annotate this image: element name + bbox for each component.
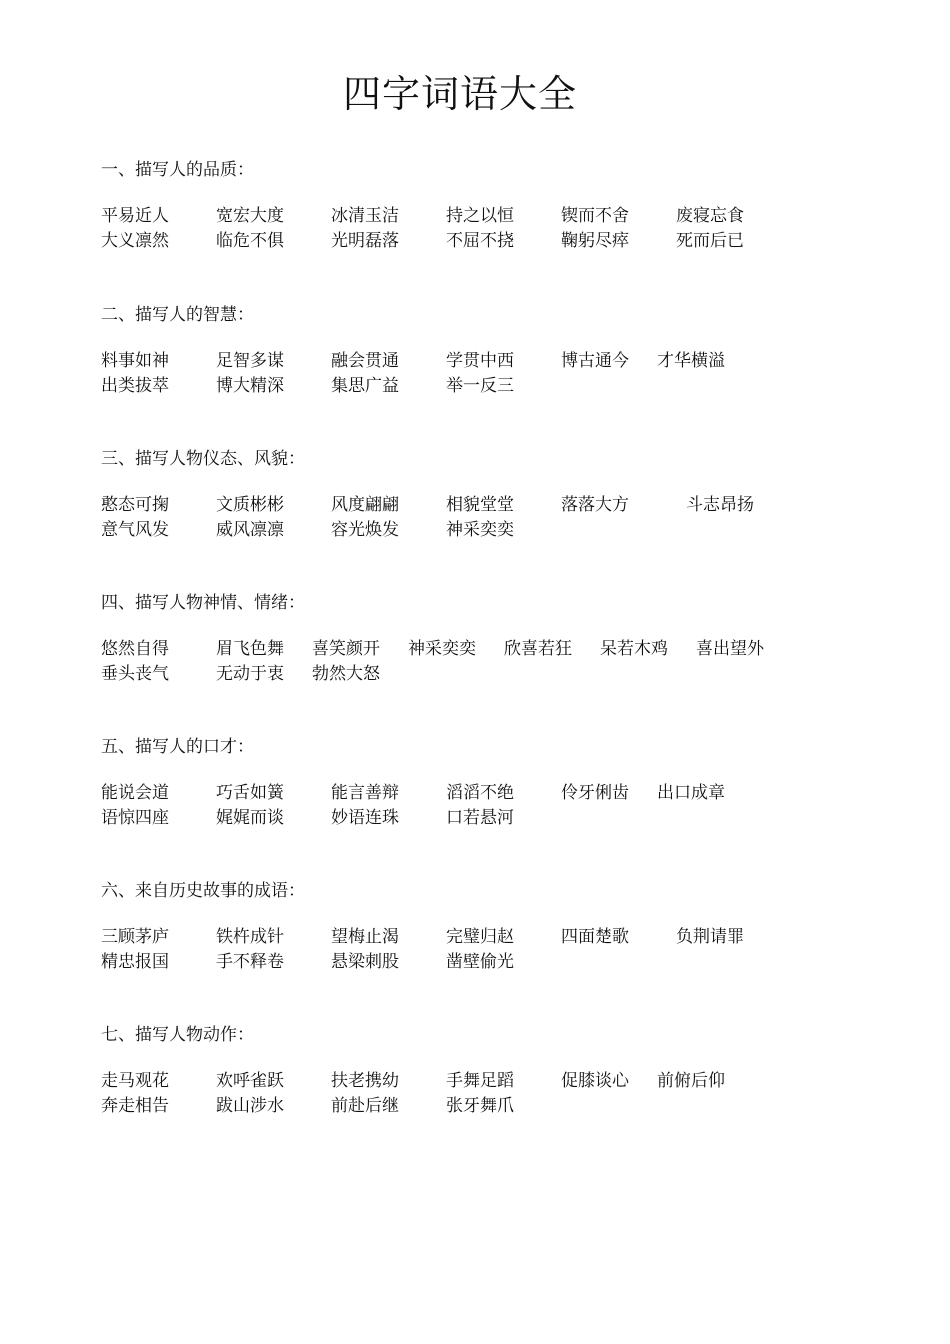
- idiom-word: 垂头丧气: [101, 664, 169, 684]
- idiom-word: 持之以恒: [446, 206, 514, 226]
- section-character-quality: [101, 158, 921, 254]
- idiom-word: 落落大方: [561, 495, 629, 515]
- idiom-word: 不屈不挠: [446, 231, 514, 251]
- section-heading: 一、描写人的品质：: [101, 160, 254, 180]
- idiom-word: 光明磊落: [331, 231, 399, 251]
- idiom-word: 语惊四座: [101, 808, 169, 828]
- idiom-word: 锲而不舍: [561, 206, 629, 226]
- idiom-row: [101, 637, 921, 662]
- idiom-word: 妙语连珠: [331, 808, 399, 828]
- idiom-word: 喜笑颜开: [312, 639, 380, 659]
- section-expression-emotion: [101, 591, 921, 687]
- section-character-wisdom: [101, 303, 921, 399]
- idiom-word: 手舞足蹈: [446, 1071, 514, 1091]
- idiom-list: [101, 781, 921, 831]
- idiom-word: 风度翩翩: [331, 495, 399, 515]
- idiom-word: 悬梁刺股: [331, 952, 399, 972]
- idiom-list: [101, 204, 921, 254]
- idiom-word: 凿壁偷光: [446, 952, 514, 972]
- idiom-word: 张牙舞爪: [446, 1096, 514, 1116]
- section-historical-idioms: [101, 879, 921, 975]
- idiom-row: [101, 1094, 921, 1119]
- idiom-word: 大义凛然: [101, 231, 169, 251]
- document-title: 四字词语大全: [342, 72, 577, 116]
- idiom-word: 无动于衷: [216, 664, 284, 684]
- idiom-word: 望梅止渴: [331, 927, 399, 947]
- idiom-word: 走马观花: [101, 1071, 169, 1091]
- idiom-word: 博大精深: [216, 376, 284, 396]
- section-heading: 五、描写人的口才：: [101, 737, 254, 757]
- idiom-list: [101, 493, 921, 543]
- idiom-word: 举一反三: [446, 376, 514, 396]
- idiom-word: 斗志昂扬: [686, 495, 754, 515]
- idiom-row: [101, 229, 921, 254]
- idiom-word: 才华横溢: [657, 351, 725, 371]
- idiom-word: 集思广益: [331, 376, 399, 396]
- idiom-word: 口若悬河: [446, 808, 514, 828]
- idiom-word: 四面楚歌: [561, 927, 629, 947]
- idiom-word: 欣喜若狂: [504, 639, 572, 659]
- section-heading: 三、描写人物仪态、风貌：: [101, 449, 305, 469]
- idiom-row: [101, 374, 921, 399]
- idiom-word: 前俯后仰: [657, 1071, 725, 1091]
- section-heading: 四、描写人物神情、情绪：: [101, 593, 305, 613]
- idiom-word: 欢呼雀跃: [216, 1071, 284, 1091]
- idiom-word: 平易近人: [101, 206, 169, 226]
- idiom-word: 三顾茅庐: [101, 927, 169, 947]
- section-appearance-demeanor: [101, 447, 921, 543]
- idiom-word: 意气风发: [101, 520, 169, 540]
- idiom-row: [101, 349, 921, 374]
- idiom-word: 勃然大怒: [312, 664, 380, 684]
- idiom-word: 鞠躬尽瘁: [561, 231, 629, 251]
- idiom-word: 眉飞色舞: [216, 639, 284, 659]
- idiom-word: 负荆请罪: [676, 927, 744, 947]
- idiom-row: [101, 781, 921, 806]
- idiom-word: 足智多谋: [216, 351, 284, 371]
- idiom-word: 出口成章: [657, 783, 725, 803]
- section-heading: 七、描写人物动作：: [101, 1025, 254, 1045]
- idiom-word: 相貌堂堂: [446, 495, 514, 515]
- idiom-word: 学贯中西: [446, 351, 514, 371]
- idiom-word: 前赴后继: [331, 1096, 399, 1116]
- idiom-word: 促膝谈心: [561, 1071, 629, 1091]
- idiom-word: 铁杵成针: [216, 927, 284, 947]
- idiom-word: 悠然自得: [101, 639, 169, 659]
- idiom-word: 融会贯通: [331, 351, 399, 371]
- idiom-row: [101, 806, 921, 831]
- idiom-row: [101, 204, 921, 229]
- idiom-word: 出类拔萃: [101, 376, 169, 396]
- idiom-word: 跋山涉水: [216, 1096, 284, 1116]
- idiom-word: 巧舌如簧: [216, 783, 284, 803]
- section-eloquence: [101, 735, 921, 831]
- idiom-word: 娓娓而谈: [216, 808, 284, 828]
- idiom-row: [101, 1069, 921, 1094]
- section-heading: 六、来自历史故事的成语：: [101, 881, 305, 901]
- idiom-word: 呆若木鸡: [600, 639, 668, 659]
- idiom-word: 喜出望外: [696, 639, 764, 659]
- section-heading: 二、描写人的智慧：: [101, 305, 254, 325]
- idiom-list: [101, 1069, 921, 1119]
- idiom-word: 废寝忘食: [676, 206, 744, 226]
- idiom-word: 扶老携幼: [331, 1071, 399, 1091]
- idiom-word: 奔走相告: [101, 1096, 169, 1116]
- section-character-actions: [101, 1023, 921, 1119]
- idiom-list: [101, 349, 921, 399]
- idiom-word: 精忠报国: [101, 952, 169, 972]
- idiom-row: [101, 493, 921, 518]
- idiom-word: 能言善辩: [331, 783, 399, 803]
- idiom-word: 文质彬彬: [216, 495, 284, 515]
- idiom-word: 冰清玉洁: [331, 206, 399, 226]
- idiom-row: [101, 950, 921, 975]
- idiom-word: 威风凛凛: [216, 520, 284, 540]
- idiom-word: 宽宏大度: [216, 206, 284, 226]
- idiom-word: 神采奕奕: [446, 520, 514, 540]
- idiom-word: 完璧归赵: [446, 927, 514, 947]
- idiom-word: 死而后已: [676, 231, 744, 251]
- idiom-word: 手不释卷: [216, 952, 284, 972]
- idiom-word: 神采奕奕: [408, 639, 476, 659]
- idiom-word: 容光焕发: [331, 520, 399, 540]
- idiom-list: [101, 637, 921, 687]
- idiom-word: 临危不俱: [216, 231, 284, 251]
- idiom-row: [101, 518, 921, 543]
- idiom-word: 滔滔不绝: [446, 783, 514, 803]
- idiom-word: 伶牙俐齿: [561, 783, 629, 803]
- idiom-word: 料事如神: [101, 351, 169, 371]
- idiom-word: 憨态可掬: [101, 495, 169, 515]
- idiom-list: [101, 925, 921, 975]
- idiom-row: [101, 925, 921, 950]
- idiom-word: 能说会道: [101, 783, 169, 803]
- idiom-row: [101, 662, 921, 687]
- idiom-word: 博古通今: [561, 351, 629, 371]
